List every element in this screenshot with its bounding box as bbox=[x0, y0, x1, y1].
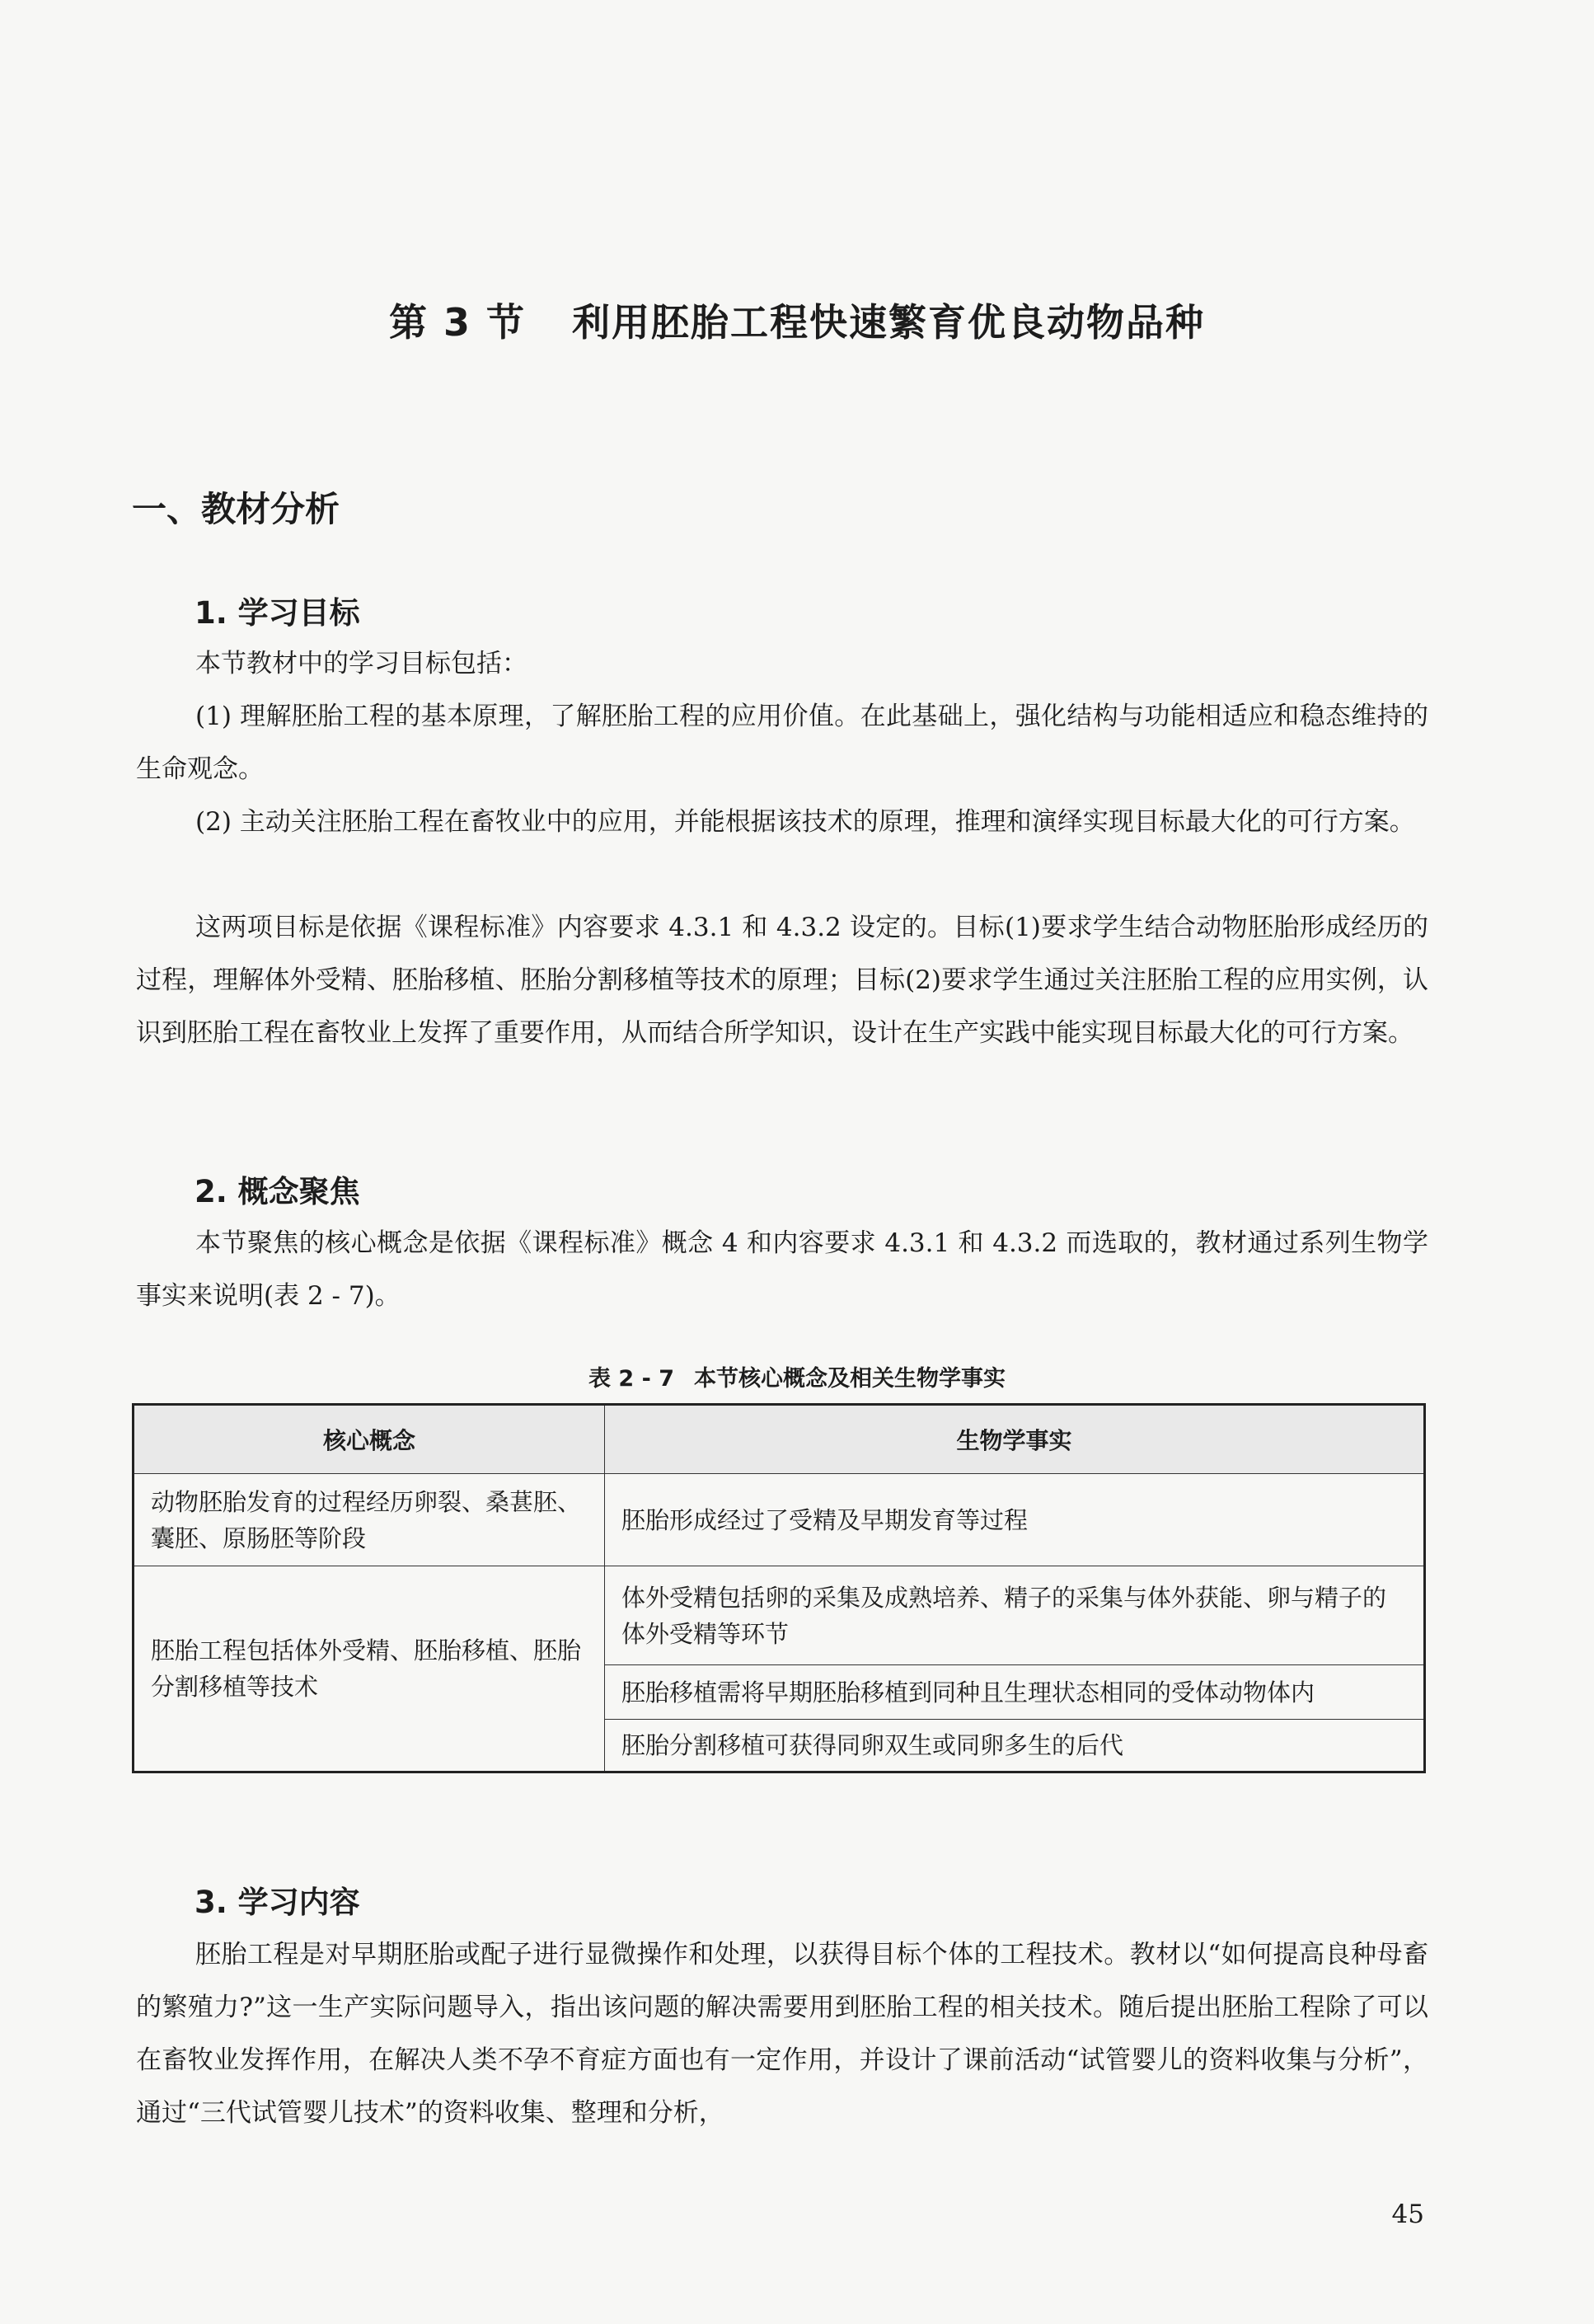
table-cell-fact: 胚胎形成经过了受精及早期发育等过程 bbox=[605, 1474, 1425, 1566]
section-heading-textbook-analysis: 一、教材分析 bbox=[132, 489, 340, 529]
heading-learning-objectives: 1. 学习目标 bbox=[195, 595, 360, 631]
table-row bbox=[134, 1566, 1425, 1665]
table-cell-fact: 胚胎移植需将早期胚胎移植到同种且生理状态相同的受体动物体内 bbox=[605, 1665, 1425, 1720]
paragraph-objective-1: (1) 理解胚胎工程的基本原理，了解胚胎工程的应用价值。在此基础上，强化结构与功能相适应和稳态维持的生命观念。 bbox=[136, 702, 1428, 784]
chapter-title-text: 利用胚胎工程快速繁育优良动物品种 bbox=[572, 300, 1206, 345]
table-caption-number: 表 2 - 7 bbox=[588, 1366, 674, 1392]
table-row bbox=[134, 1474, 1425, 1566]
chapter-number: 第 3 节 bbox=[388, 300, 527, 345]
paragraph-objectives-intro: 本节教材中的学习目标包括： bbox=[195, 649, 527, 678]
paragraph-objective-2: (2) 主动关注胚胎工程在畜牧业中的应用，并能根据该技术的原理，推理和演绎实现目标最大化的可行方案。 bbox=[195, 807, 1415, 837]
table-header-facts: 生物学事实 bbox=[605, 1405, 1425, 1474]
heading-learning-content: 3. 学习内容 bbox=[195, 1885, 360, 1920]
page-number: 45 bbox=[1391, 2200, 1424, 2229]
table-cell-concept: 胚胎工程包括体外受精、胚胎移植、胚胎分割移植等技术 bbox=[134, 1566, 605, 1772]
table-cell-concept: 动物胚胎发育的过程经历卵裂、桑葚胚、囊胚、原肠胚等阶段 bbox=[134, 1474, 605, 1566]
heading-concept-focus: 2. 概念聚焦 bbox=[195, 1174, 360, 1209]
table-caption bbox=[0, 1360, 1594, 1392]
paragraph-learning-content: 胚胎工程是对早期胚胎或配子进行显微操作和处理，以获得目标个体的工程技术。教材以“如何提高良种母畜的繁殖力?”这一生产实际问题导入，指出该问题的解决需要用到胚胎工程的相关技术。随后提出胚胎工程除了可以在畜牧业发挥作用，在解决人类不孕不育症方面也有一定作用，并设计了课前活动“试管婴儿的资料收集与分析”，通过“三代试管婴儿技术”的资料收集、整理和分析， bbox=[136, 1940, 1428, 2128]
paragraph-concept-focus: 本节聚焦的核心概念是依据《课程标准》概念 4 和内容要求 4.3.1 和 4.3.2 而选取的，教材通过系列生物学事实来说明(表 2 - 7)。 bbox=[136, 1228, 1428, 1311]
table-caption-title: 本节核心概念及相关生物学事实 bbox=[693, 1366, 1006, 1392]
table-cell-fact: 体外受精包括卵的采集及成熟培养、精子的采集与体外获能、卵与精子的体外受精等环节 bbox=[605, 1566, 1425, 1665]
paragraph-objectives-basis: 这两项目标是依据《课程标准》内容要求 4.3.1 和 4.3.2 设定的。目标(1)要求学生结合动物胚胎形成经历的过程，理解体外受精、胚胎移植、胚胎分割移植等技术的原理；目标(2)要求学生通过关注胚胎工程的应用实例，认识到胚胎工程在畜牧业上发挥了重要作用，从而结合所学知识，设计在生产实践中能实现目标最大化的可行方案。 bbox=[136, 913, 1428, 1048]
table-header-concept: 核心概念 bbox=[134, 1405, 605, 1474]
table-cell-fact: 胚胎分割移植可获得同卵双生或同卵多生的后代 bbox=[605, 1720, 1425, 1772]
concept-table bbox=[132, 1403, 1426, 1773]
chapter-title bbox=[0, 293, 1594, 347]
